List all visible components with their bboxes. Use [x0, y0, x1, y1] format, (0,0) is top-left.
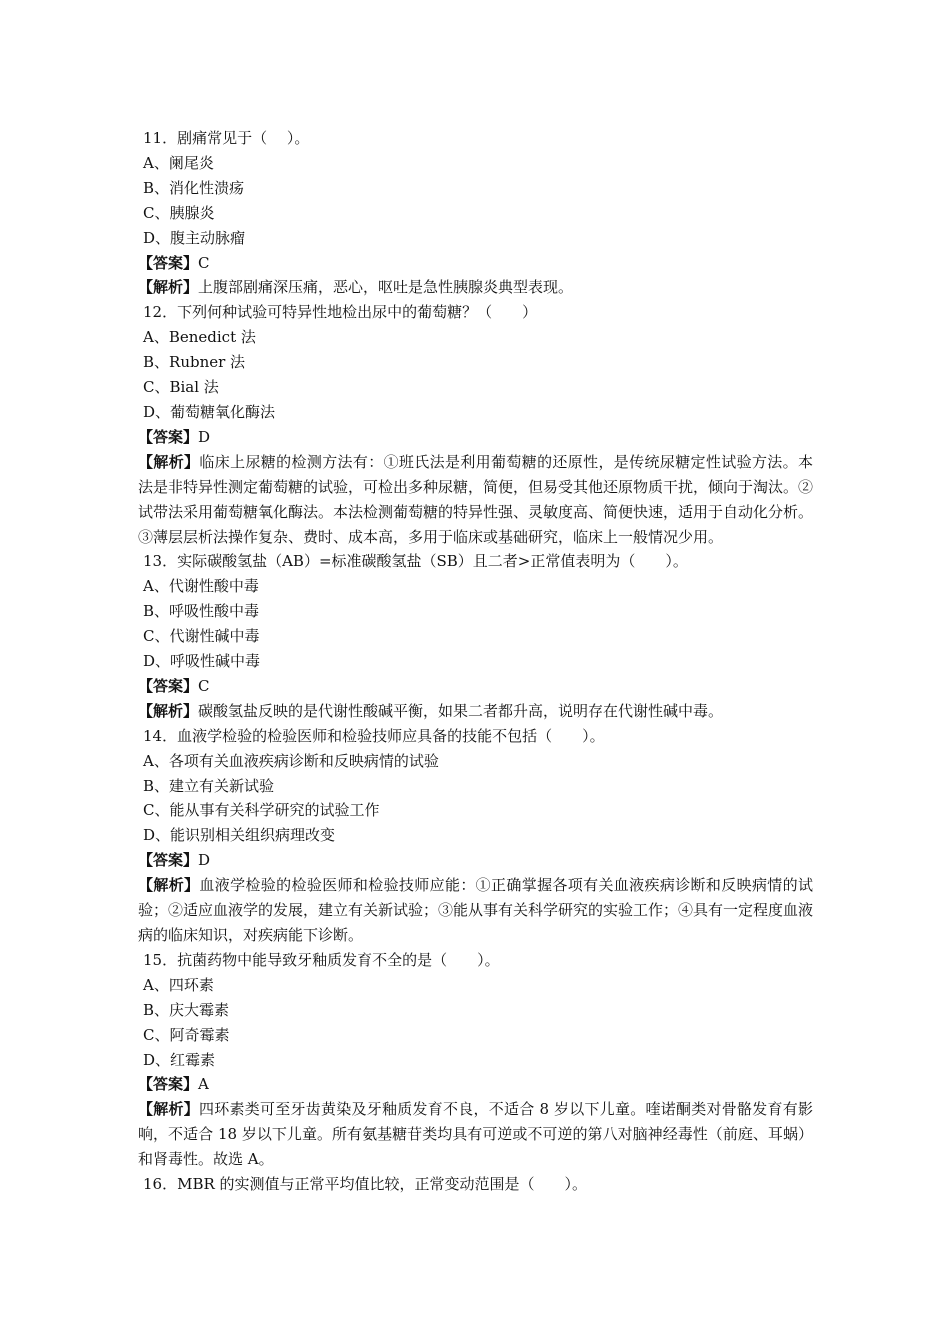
answer-value: D [198, 427, 211, 446]
option-a: A、阑尾炎 [143, 153, 214, 172]
question-14 [138, 724, 814, 948]
option-d: D、葡萄糖氧化酶法 [143, 402, 276, 421]
answer-line [138, 848, 813, 873]
answer-label: 【答案】 [138, 851, 199, 870]
option-b: B、庆大霉素 [143, 1000, 230, 1019]
option-c: C、能从事有关科学研究的试验工作 [143, 801, 380, 820]
analysis-label: 【解析】 [138, 701, 199, 720]
analysis-text: 上腹部剧痛深压痛，恶心，呕吐是急性胰腺炎典型表现。 [198, 278, 574, 297]
option-a: A、四环素 [143, 975, 214, 994]
option-b: B、呼吸性酸中毒 [143, 602, 260, 621]
answer-line [138, 251, 813, 276]
analysis-line [138, 275, 813, 300]
question-11 [138, 126, 813, 300]
option-c: C、代谢性碱中毒 [143, 627, 260, 646]
question-16 [143, 1172, 813, 1197]
option-b: B、Rubner 法 [143, 353, 246, 372]
question-15 [138, 948, 813, 1172]
analysis-line [138, 450, 813, 550]
answer-line [138, 1072, 813, 1097]
answer-line [138, 674, 813, 699]
option-b: B、消化性溃疡 [143, 178, 245, 197]
answer-label: 【答案】 [138, 1075, 199, 1094]
answer-label: 【答案】 [138, 427, 199, 446]
option-b: B、建立有关新试验 [143, 776, 275, 795]
option-d: D、红霉素 [143, 1050, 216, 1069]
analysis-text: 四环素类可至牙齿黄染及牙釉质发育不良，不适合 8 岁以下儿童。喹诺酮类对骨骼发育有影响，不适合 18 岁以下儿童。所有氨基糖苷类均具有可逆或不可逆的第八对脑神经毒性（前庭、耳蜗）和肾毒性。故选 A。 [138, 1100, 813, 1169]
question-stem: 15．抗菌药物中能导致牙釉质发育不全的是（ ）。 [143, 950, 500, 969]
answer-value: D [198, 851, 211, 870]
question-13 [138, 549, 813, 723]
option-a: A、各项有关血液疾病诊断和反映病情的试验 [143, 751, 439, 770]
option-d: D、呼吸性碱中毒 [143, 652, 261, 671]
option-c: C、胰腺炎 [143, 203, 215, 222]
analysis-line [138, 699, 813, 724]
option-c: C、阿奇霉素 [143, 1025, 230, 1044]
question-stem: 13．实际碳酸氢盐（AB）=标准碳酸氢盐（SB）且二者>正常值表明为（ ）。 [143, 552, 688, 571]
answer-label: 【答案】 [138, 676, 199, 695]
analysis-label: 【解析】 [138, 278, 199, 297]
answer-line [138, 425, 813, 450]
analysis-label: 【解析】 [138, 1100, 199, 1119]
answer-value: C [198, 676, 210, 695]
answer-value: C [198, 253, 210, 272]
question-stem: 11．剧痛常见于（ ）。 [143, 129, 310, 147]
option-a: A、Benedict 法 [143, 328, 256, 347]
analysis-line [138, 1097, 813, 1172]
option-d: D、腹主动脉瘤 [143, 228, 246, 247]
analysis-label: 【解析】 [138, 452, 200, 471]
analysis-text: 碳酸氢盐反映的是代谢性酸碱平衡，如果二者都升高，说明存在代谢性碱中毒。 [198, 701, 724, 720]
analysis-line [138, 873, 813, 948]
question-stem: 12．下列何种试验可特异性地检出尿中的葡萄糖？（ ） [143, 303, 538, 322]
question-list [138, 126, 814, 1197]
answer-value: A [198, 1075, 209, 1094]
analysis-text: 临床上尿糖的检测方法有：①班氏法是利用葡萄糖的还原性，是传统尿糖定性试验方法。本法是非特异性测定葡萄糖的试验，可检出多种尿糖，简便，但易受其他还原物质干扰，倾向于淘汰。②试带法采用葡萄糖氧化酶法。本法检测葡萄糖的特异性强、灵敏度高、简便快速，适用于自动化分析。③薄层层析法操作复杂、费时、成本高，多用于临床或基础研究，临床上一般情况少用。 [138, 452, 814, 546]
option-c: C、Bial 法 [143, 378, 219, 397]
analysis-text: 血液学检验的检验医师和检验技师应能：①正确掌握各项有关血液疾病诊断和反映病情的试验；②适应血液学的发展，建立有关新试验；③能从事有关科学研究的实验工作；④具有一定程度血液病的临床知识，对疾病能下诊断。 [138, 876, 814, 944]
analysis-label: 【解析】 [138, 876, 200, 895]
option-d: D、能识别相关组织病理改变 [143, 826, 336, 845]
option-a: A、代谢性酸中毒 [143, 577, 259, 596]
question-12 [138, 300, 814, 549]
answer-label: 【答案】 [138, 253, 199, 272]
question-stem: 14．血液学检验的检验医师和检验技师应具备的技能不包括（ ）。 [143, 726, 605, 745]
question-stem: 16．MBR 的实测值与正常平均值比较，正常变动范围是（ ）。 [143, 1175, 588, 1194]
